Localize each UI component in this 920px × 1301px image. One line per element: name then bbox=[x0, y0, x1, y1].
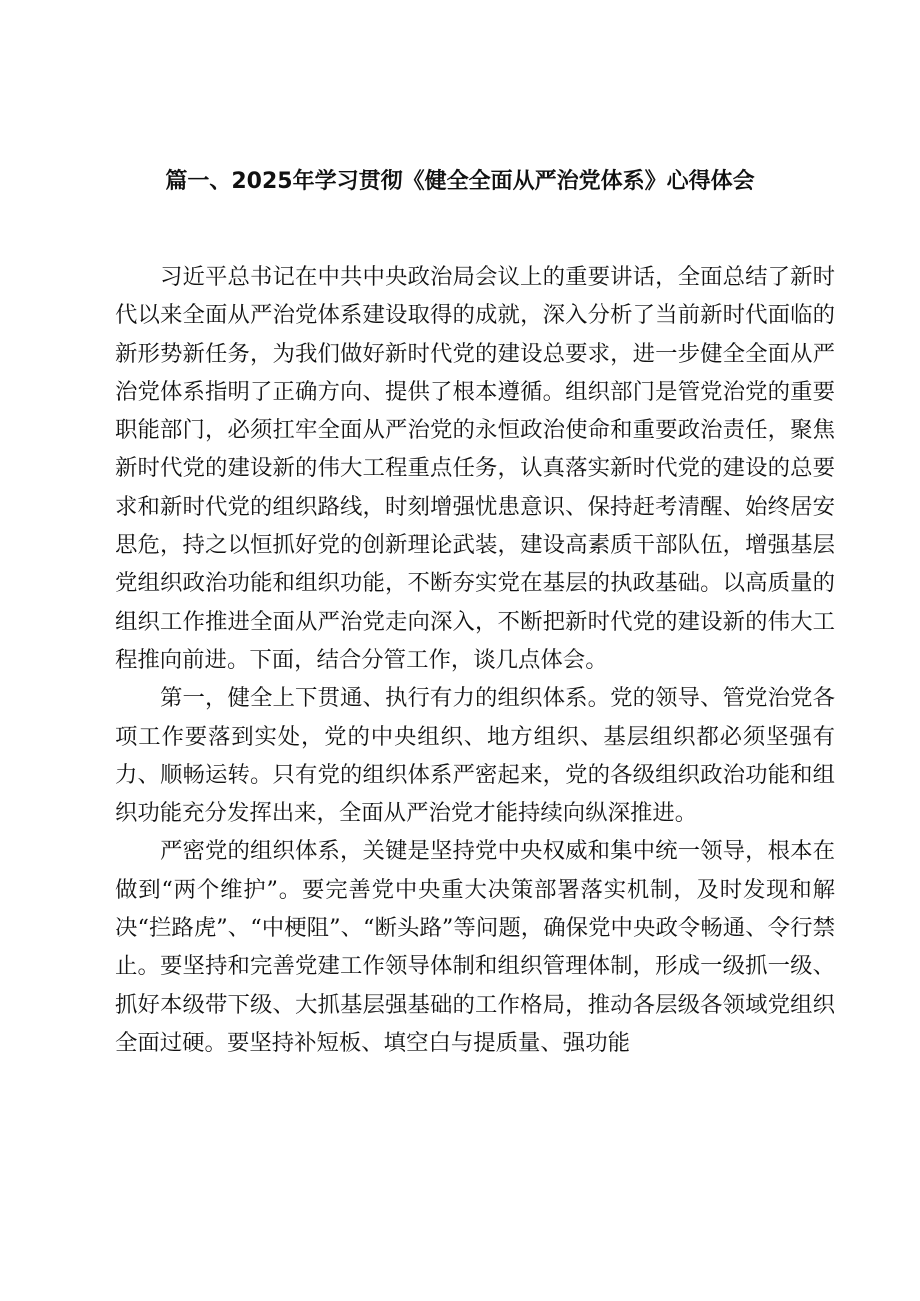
document-title: 篇一、2025年学习贯彻《健全全面从严治党体系》心得体会 bbox=[165, 169, 755, 194]
document-body bbox=[115, 258, 835, 1062]
paragraph-organization-system: 严密党的组织体系，关键是坚持党中央权威和集中统一领导，根本在做到“两个维护”。要完善党中央重大决策部署落实机制，及时发现和解决“拦路虎”、“中梗阻”、“断头路”等问题，确保党中央政令畅通、令行禁止。要坚持和完善党建工作领导体制和组织管理体制，形成一级抓一级、抓好本级带下级、大抓基层强基础的工作格局，推动各层级各领域党组织全面过硬。要坚持补短板、填空白与提质量、强功能 bbox=[115, 838, 835, 1056]
paragraph-first-point: 第一，健全上下贯通、执行有力的组织体系。党的领导、管党治党各项工作要落到实处，党的中央组织、地方组织、基层组织都必须坚强有力、顺畅运转。只有党的组织体系严密起来，党的各级组织政治功能和组织功能充分发挥出来，全面从严治党才能持续向纵深推进。 bbox=[115, 685, 835, 827]
paragraph-intro: 习近平总书记在中共中央政治局会议上的重要讲话，全面总结了新时代以来全面从严治党体系建设取得的成就，深入分析了当前新时代面临的新形势新任务，为我们做好新时代党的建设总要求，进一步健全全面从严治党体系指明了正确方向、提供了根本遵循。组织部门是管党治党的重要职能部门，必须扛牢全面从严治党的永恒政治使命和重要政治责任，聚焦新时代党的建设新的伟大工程重点任务，认真落实新时代党的建设的总要求和新时代党的组织路线，时刻增强忧患意识、保持赶考清醒、始终居安思危，持之以恒抓好党的创新理论武装，建设高素质干部队伍，增强基层党组织政治功能和组织功能，不断夯实党在基层的执政基础。以高质量的组织工作推进全面从严治党走向深入，不断把新时代党的建设新的伟大工程推向前进。下面，结合分管工作，谈几点体会。 bbox=[115, 264, 835, 673]
